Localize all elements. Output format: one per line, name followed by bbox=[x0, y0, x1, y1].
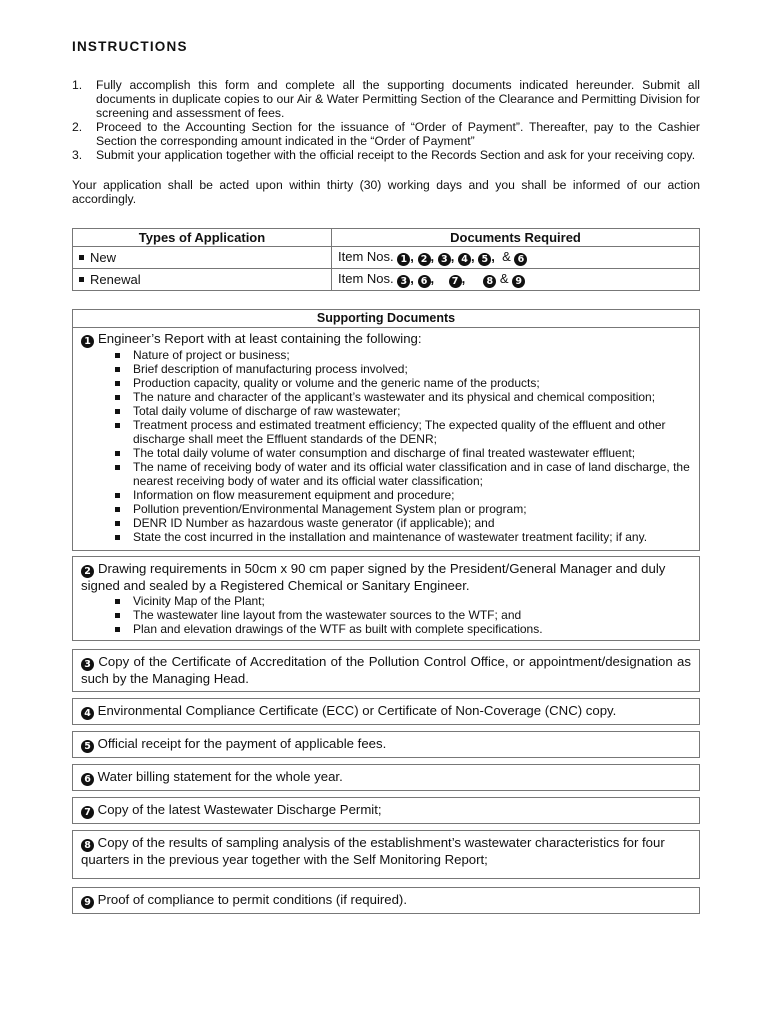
number-9-icon: 9 bbox=[81, 896, 94, 909]
number-3-icon: 3 bbox=[397, 275, 410, 288]
list-item: The nature and character of the applicant’s wastewater and its physical and chemical composition; bbox=[133, 390, 691, 404]
instructions-list bbox=[72, 78, 700, 162]
list-item: Treatment process and estimated treatment efficiency; The expected quality of the effluent and other discharge shall meet the Effluent standards of the DENR; bbox=[133, 418, 691, 446]
application-type: Renewal bbox=[90, 271, 141, 287]
supporting-documents-item-3: 3 Copy of the Certificate of Accreditation of the Pollution Control Office, or appointment/designation as such by the Managing Head. bbox=[72, 649, 700, 692]
number-1-icon: 1 bbox=[397, 253, 410, 266]
list-item: Total daily volume of discharge of raw wastewater; bbox=[133, 404, 691, 418]
supporting-documents-item-4: 4 Environmental Compliance Certificate (ECC) or Certificate of Non-Coverage (CNC) copy. bbox=[72, 698, 700, 725]
number-7-icon: 7 bbox=[81, 806, 94, 819]
table-row bbox=[73, 269, 700, 291]
bullet-icon bbox=[79, 277, 84, 282]
number-9-icon: 9 bbox=[512, 275, 525, 288]
list-item: Vicinity Map of the Plant; bbox=[133, 594, 691, 608]
supporting-documents-item-8: 8 Copy of the results of sampling analysis of the establishment’s wastewater characteristics for four quarters in the previous year together with the Self Monitoring Report; bbox=[72, 830, 700, 879]
supporting-documents-item-7: 7 Copy of the latest Wastewater Discharge Permit; bbox=[72, 797, 700, 824]
supporting-documents-header: Supporting Documents bbox=[73, 310, 699, 328]
instructions-title: INSTRUCTIONS bbox=[72, 39, 188, 54]
list-item: Information on flow measurement equipment and procedure; bbox=[133, 488, 691, 502]
documents-required: Item Nos. 3 , 6 , 7 , 8 & 9 bbox=[332, 269, 700, 291]
list-item: Production capacity, quality or volume and the generic name of the products; bbox=[133, 376, 691, 390]
number-4-icon: 4 bbox=[81, 707, 94, 720]
column-header: Documents Required bbox=[332, 229, 700, 247]
list-item: Plan and elevation drawings of the WTF as built with complete specifications. bbox=[133, 622, 691, 636]
bullet-icon bbox=[79, 255, 84, 260]
engineers-report-list bbox=[81, 348, 691, 544]
number-3-icon: 3 bbox=[438, 253, 451, 266]
application-type: New bbox=[90, 249, 117, 265]
number-6-icon: 6 bbox=[514, 253, 527, 266]
document-page bbox=[72, 38, 700, 914]
number-8-icon: 8 bbox=[81, 839, 94, 852]
instruction-item: 2. Proceed to the Accounting Section for the issuance of “Order of Payment”. Thereafter, pay to the Cashier Section the corresponding amount indicated in the “Order of Payment” bbox=[72, 120, 700, 148]
list-item: State the cost incurred in the installation and maintenance of wastewater treatment facility; if any. bbox=[133, 530, 691, 544]
column-header: Types of Application bbox=[73, 229, 332, 247]
number-8-icon: 8 bbox=[483, 275, 496, 288]
instruction-item: 3. Submit your application together with the official receipt to the Records Section and ask for your receiving copy. bbox=[72, 148, 696, 162]
list-item: Brief description of manufacturing process involved; bbox=[133, 362, 691, 376]
number-7-icon: 7 bbox=[449, 275, 462, 288]
table-row bbox=[73, 247, 700, 269]
processing-note: Your application shall be acted upon within thirty (30) working days and you shall be informed of our action accordingly. bbox=[72, 178, 700, 206]
number-5-icon: 5 bbox=[478, 253, 491, 266]
list-item: The name of receiving body of water and its official water classification and in case of land discharge, the nearest receiving body of water and its official water classification; bbox=[133, 460, 690, 488]
number-1-icon: 1 bbox=[81, 335, 94, 348]
number-2-icon: 2 bbox=[418, 253, 431, 266]
list-item: The wastewater line layout from the wastewater sources to the WTF; and bbox=[133, 608, 691, 622]
drawing-requirements-list bbox=[81, 594, 691, 636]
list-item: DENR ID Number as hazardous waste generator (if applicable); and bbox=[133, 516, 691, 530]
list-item: Nature of project or business; bbox=[133, 348, 691, 362]
list-item: The total daily volume of water consumption and discharge of final treated wastewater effluent; bbox=[133, 446, 691, 460]
instruction-item: 1. Fully accomplish this form and complete all the supporting documents indicated hereunder. Submit all documents in duplicate copies to our Air & Water Permitting Section of the Clearance and Permitting Division for screening and assessment of fees. bbox=[72, 78, 700, 120]
number-6-icon: 6 bbox=[418, 275, 431, 288]
supporting-documents-item-1: Supporting Documents 1 Engineer’s Report with at least containing the following: Nature of project or business; Brief description of manufacturing process involved; Production capacity, quality or volume and the generic name of the products; The nature and character of the applicant’s wastewater and its physical and chemical composition; Total daily volume of discharge of raw wastewater; Treatment process and estimated treatment efficiency; The expected quality of the effluent and other discharge shall meet the Effluent standards of the DENR; The total daily volume of water consumption and discharge of final treated wastewater effluent; The name of receiving body of water and its official water classification and in case of land discharge, the nearest receiving body of water and its official water classification; Information on flow measurement equipment and procedure; Pollution prevention/Environmental Management System plan or program; DENR ID Number as hazardous waste generator (if applicable); and State the cost incurred in the installation and maintenance of wastewater treatment facility; if any. bbox=[72, 309, 700, 551]
number-2-icon: 2 bbox=[81, 565, 94, 578]
number-6-icon: 6 bbox=[81, 773, 94, 786]
documents-required: Item Nos. 1 , 2 , 3 , 4 , 5 , & 6 bbox=[332, 247, 700, 269]
number-3-icon: 3 bbox=[81, 658, 94, 671]
number-5-icon: 5 bbox=[81, 740, 94, 753]
supporting-documents-item-5: 5 Official receipt for the payment of applicable fees. bbox=[72, 731, 700, 758]
supporting-documents-item-9: 9 Proof of compliance to permit conditions (if required). bbox=[72, 887, 700, 914]
application-types-table bbox=[72, 228, 700, 291]
list-item: Pollution prevention/Environmental Management System plan or program; bbox=[133, 502, 691, 516]
supporting-documents-item-2: 2 Drawing requirements in 50cm x 90 cm paper signed by the President/General Manager and duly signed and sealed by a Registered Chemical or Sanitary Engineer. Vicinity Map of the Plant; The wastewater line layout from the wastewater sources to the WTF; and Plan and elevation drawings of the WTF as built with complete specifications. bbox=[72, 556, 700, 641]
supporting-documents-item-6: 6 Water billing statement for the whole year. bbox=[72, 764, 700, 791]
number-4-icon: 4 bbox=[458, 253, 471, 266]
